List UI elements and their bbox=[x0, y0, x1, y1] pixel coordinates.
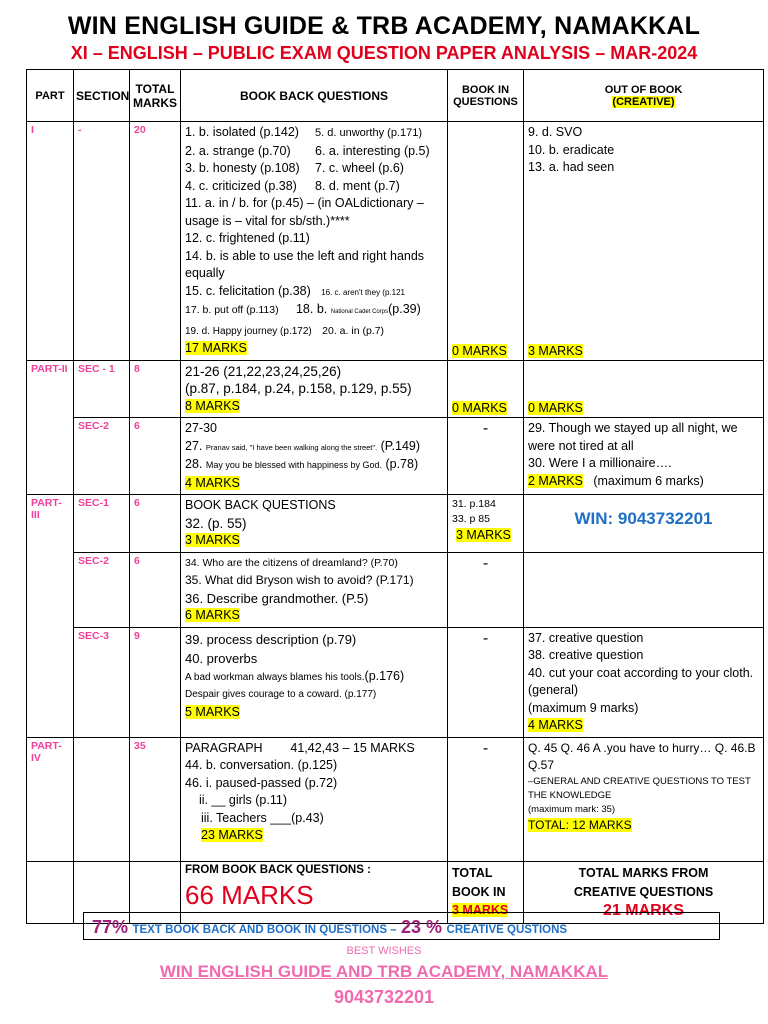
list-item: 8 MARKS bbox=[185, 398, 240, 413]
list-item: 27-30 bbox=[185, 421, 217, 435]
list-item: 9. d. SVO bbox=[528, 125, 583, 139]
list-item: 2. a. strange (p.70) 6. a. interesting (p.5) bbox=[185, 143, 430, 158]
table-row bbox=[27, 737, 764, 861]
list-item: 13. a. had seen bbox=[528, 160, 615, 174]
section-cell: SEC-3 bbox=[74, 627, 130, 737]
table-row bbox=[27, 360, 764, 418]
out-of-book-cell bbox=[524, 737, 764, 861]
list-item: 21-26 (21,22,23,24,25,26) bbox=[185, 363, 342, 379]
creative-total-marks: 21 MARKS bbox=[603, 901, 684, 919]
list-item: Q. 45 Q. 46 A .you have to hurry… Q. 46.B Q.57 bbox=[528, 740, 756, 772]
list-item: 17. b. put off (p.113) 18. b. National Cadet Corps(p.39) bbox=[185, 302, 421, 316]
list-item: ii. __ girls (p.11) bbox=[199, 793, 287, 807]
list-item: Despair gives courage to a coward. (p.177) bbox=[185, 689, 377, 700]
list-item: 23 MARKS bbox=[201, 828, 263, 842]
header-book-in: BOOK IN QUESTIONS bbox=[448, 70, 524, 122]
header-section: SECTION bbox=[74, 70, 130, 122]
marks-cell: 9 bbox=[130, 627, 181, 737]
book-back-cell bbox=[181, 552, 448, 627]
marks-cell: 6 bbox=[130, 552, 181, 627]
list-item: 15. c. felicitation (p.38) 16. c. aren't they (p.121 bbox=[185, 283, 405, 298]
list-item: –GENERAL AND CREATIVE QUESTIONS TO TEST THE KNOWLEDGE bbox=[528, 775, 751, 801]
list-item: 6 MARKS bbox=[185, 608, 240, 622]
out-of-book-cell bbox=[524, 418, 764, 495]
marks-cell: 35 bbox=[130, 737, 181, 861]
list-item: 44. b. conversation. (p.125) bbox=[185, 758, 338, 772]
list-item: 46. i. paused-passed (p.72) bbox=[185, 775, 338, 790]
page-title: WIN ENGLISH GUIDE & TRB ACADEMY, NAMAKKAL bbox=[67, 12, 701, 40]
book-in-cell: - bbox=[448, 418, 524, 495]
header-part: PART bbox=[27, 70, 74, 122]
part-cell: PART-IV bbox=[27, 737, 74, 861]
header-book-back: BOOK BACK QUESTIONS bbox=[181, 70, 448, 122]
book-in-total-marks: 3 MARKS bbox=[452, 902, 509, 917]
table-row bbox=[27, 495, 764, 553]
out-of-book-cell bbox=[524, 552, 764, 627]
list-item: 30. Were I a millionaire…. bbox=[528, 456, 672, 470]
list-item: 34. Who are the citizens of dreamland? (P.70) bbox=[185, 556, 398, 569]
book-in-cell: - bbox=[448, 627, 524, 737]
summary-text-creative: CREATIVE QUSTIONS bbox=[446, 924, 568, 936]
list-item: 32. (p. 55) bbox=[185, 515, 247, 531]
list-item: 37. creative question bbox=[528, 630, 644, 645]
summary-pct-creative: 23 % bbox=[401, 917, 443, 937]
list-item: A bad workman always blames his tools.(p.176) bbox=[185, 668, 405, 683]
list-item: TOTAL: 12 MARKS bbox=[528, 817, 632, 832]
part-cell: PART-II bbox=[27, 360, 74, 495]
book-back-total-marks: 66 MARKS bbox=[185, 879, 314, 910]
book-back-cell bbox=[181, 418, 448, 495]
section-cell bbox=[74, 737, 130, 861]
list-item: 40. proverbs bbox=[185, 650, 258, 666]
creative-total-label: TOTAL MARKS FROM CREATIVE QUESTIONS bbox=[573, 865, 714, 899]
out-of-book-cell bbox=[524, 122, 764, 361]
list-item: 27. Pranav said, "I have been walking along the street". (P.149) bbox=[185, 438, 421, 453]
analysis-table bbox=[26, 69, 764, 924]
best-wishes: BEST WISHES bbox=[346, 945, 422, 957]
list-item: 2 MARKS (maximum 6 marks) bbox=[528, 473, 704, 488]
list-item: 3 MARKS bbox=[185, 533, 240, 547]
header-creative-label: (CREATIVE) bbox=[612, 95, 675, 108]
summary-box bbox=[83, 912, 720, 940]
book-back-cell bbox=[181, 122, 448, 361]
marks-label: 3 MARKS bbox=[528, 343, 583, 358]
header-row bbox=[27, 70, 764, 122]
list-item: 29. Though we stayed up all night, we were not tired at all bbox=[528, 421, 738, 453]
list-item: 10. b. eradicate bbox=[528, 142, 615, 157]
list-item: iii. Teachers ___(p.43) bbox=[201, 810, 324, 825]
list-item: 19. d. Happy journey (p.172) 20. a. in (p.7) bbox=[185, 324, 385, 337]
table-row bbox=[27, 418, 764, 495]
table-row bbox=[27, 122, 764, 361]
book-in-cell: - bbox=[448, 552, 524, 627]
header-total-marks: TOTAL MARKS bbox=[130, 70, 181, 122]
list-item: 12. c. frightened (p.11) bbox=[185, 231, 310, 245]
list-item: 35. What did Bryson wish to avoid? (P.171) bbox=[185, 573, 414, 587]
header-out-label: OUT OF BOOK bbox=[604, 83, 683, 96]
marks-cell: 6 bbox=[130, 495, 181, 553]
part-cell: PART-III bbox=[27, 495, 74, 738]
list-item: BOOK BACK QUESTIONS bbox=[185, 498, 336, 512]
book-back-cell bbox=[181, 360, 448, 418]
marks-cell: 8 bbox=[130, 360, 181, 418]
list-item: 3 MARKS bbox=[456, 528, 511, 542]
out-of-book-cell bbox=[524, 360, 764, 418]
book-in-cell: - bbox=[448, 737, 524, 861]
list-item: (p.87, p.184, p.24, p.158, p.129, p.55) bbox=[185, 381, 412, 396]
marks-label: 0 MARKS bbox=[452, 401, 507, 415]
page-subtitle: XI – ENGLISH – PUBLIC EXAM QUESTION PAPER ANALYSIS – MAR-2024 bbox=[70, 43, 698, 63]
table-row bbox=[27, 627, 764, 737]
part-cell bbox=[27, 861, 74, 923]
marks-cell: 20 bbox=[130, 122, 181, 361]
list-item: 39. process description (p.79) bbox=[185, 631, 357, 647]
marks-label: 0 MARKS bbox=[528, 401, 583, 415]
book-back-cell bbox=[181, 495, 448, 553]
list-item: 5 MARKS bbox=[185, 704, 240, 719]
header-out-of-book bbox=[524, 70, 764, 122]
list-item: 11. a. in / b. for (p.45) – (in OALdictionary – usage is – vital for sb/sth.)**** bbox=[185, 196, 424, 228]
book-in-cell bbox=[448, 360, 524, 418]
marks-cell: 6 bbox=[130, 418, 181, 495]
footer-phone: 9043732201 bbox=[333, 987, 435, 1007]
out-of-book-cell bbox=[524, 627, 764, 737]
book-back-cell bbox=[181, 627, 448, 737]
section-cell: SEC-2 bbox=[74, 552, 130, 627]
section-cell: - bbox=[74, 122, 130, 361]
list-item: 1. b. isolated (p.142) 5. d. unworthy (p.171) bbox=[185, 125, 423, 139]
list-item: (maximum 9 marks) bbox=[528, 700, 639, 715]
book-in-cell bbox=[448, 122, 524, 361]
list-item: 36. Describe grandmother. (P.5) bbox=[185, 590, 369, 606]
book-in-total-label: BOOK IN bbox=[452, 884, 506, 899]
book-back-total-label: FROM BOOK BACK QUESTIONS : bbox=[185, 863, 371, 876]
list-item: 31. p.184 bbox=[452, 498, 496, 510]
book-in-cell bbox=[448, 495, 524, 553]
list-item: 33. p 85 bbox=[452, 513, 490, 525]
summary-text-book: TEXT BOOK BACK AND BOOK IN QUESTIONS – bbox=[132, 924, 397, 936]
list-item: 38. creative question bbox=[528, 648, 644, 662]
list-item: 4. c. criticized (p.38) 8. d. ment (p.7) bbox=[185, 178, 400, 193]
list-item: 14. b. is able to use the left and right hands equally bbox=[185, 248, 425, 280]
book-in-total-label: TOTAL bbox=[452, 865, 493, 880]
list-item: 3. b. honesty (p.108) 7. c. wheel (p.6) bbox=[185, 161, 404, 175]
list-item: 17 MARKS bbox=[185, 341, 247, 355]
section-cell: SEC - 1 bbox=[74, 360, 130, 418]
book-back-cell bbox=[181, 737, 448, 861]
section-cell: SEC-2 bbox=[74, 418, 130, 495]
section-cell: SEC-1 bbox=[74, 495, 130, 553]
list-item: 4 MARKS bbox=[528, 718, 583, 732]
part-cell: I bbox=[27, 122, 74, 361]
footer-academy-name: WIN ENGLISH GUIDE AND TRB ACADEMY, NAMAKKAL bbox=[159, 962, 609, 981]
list-item: (maximum mark: 35) bbox=[528, 803, 616, 815]
table-row bbox=[27, 552, 764, 627]
summary-pct-book: 77% bbox=[92, 917, 129, 937]
win-phone: WIN: 9043732201 bbox=[574, 509, 713, 528]
marks-label: 0 MARKS bbox=[452, 343, 507, 358]
list-item: PARAGRAPH 41,42,43 – 15 MARKS bbox=[185, 740, 415, 755]
list-item: 4 MARKS bbox=[185, 475, 240, 490]
list-item: 40. cut your coat according to your cloth. (general) bbox=[528, 665, 754, 697]
out-of-book-cell bbox=[524, 495, 764, 553]
list-item: 28. May you be blessed with happiness by God. (p.78) bbox=[185, 457, 419, 471]
